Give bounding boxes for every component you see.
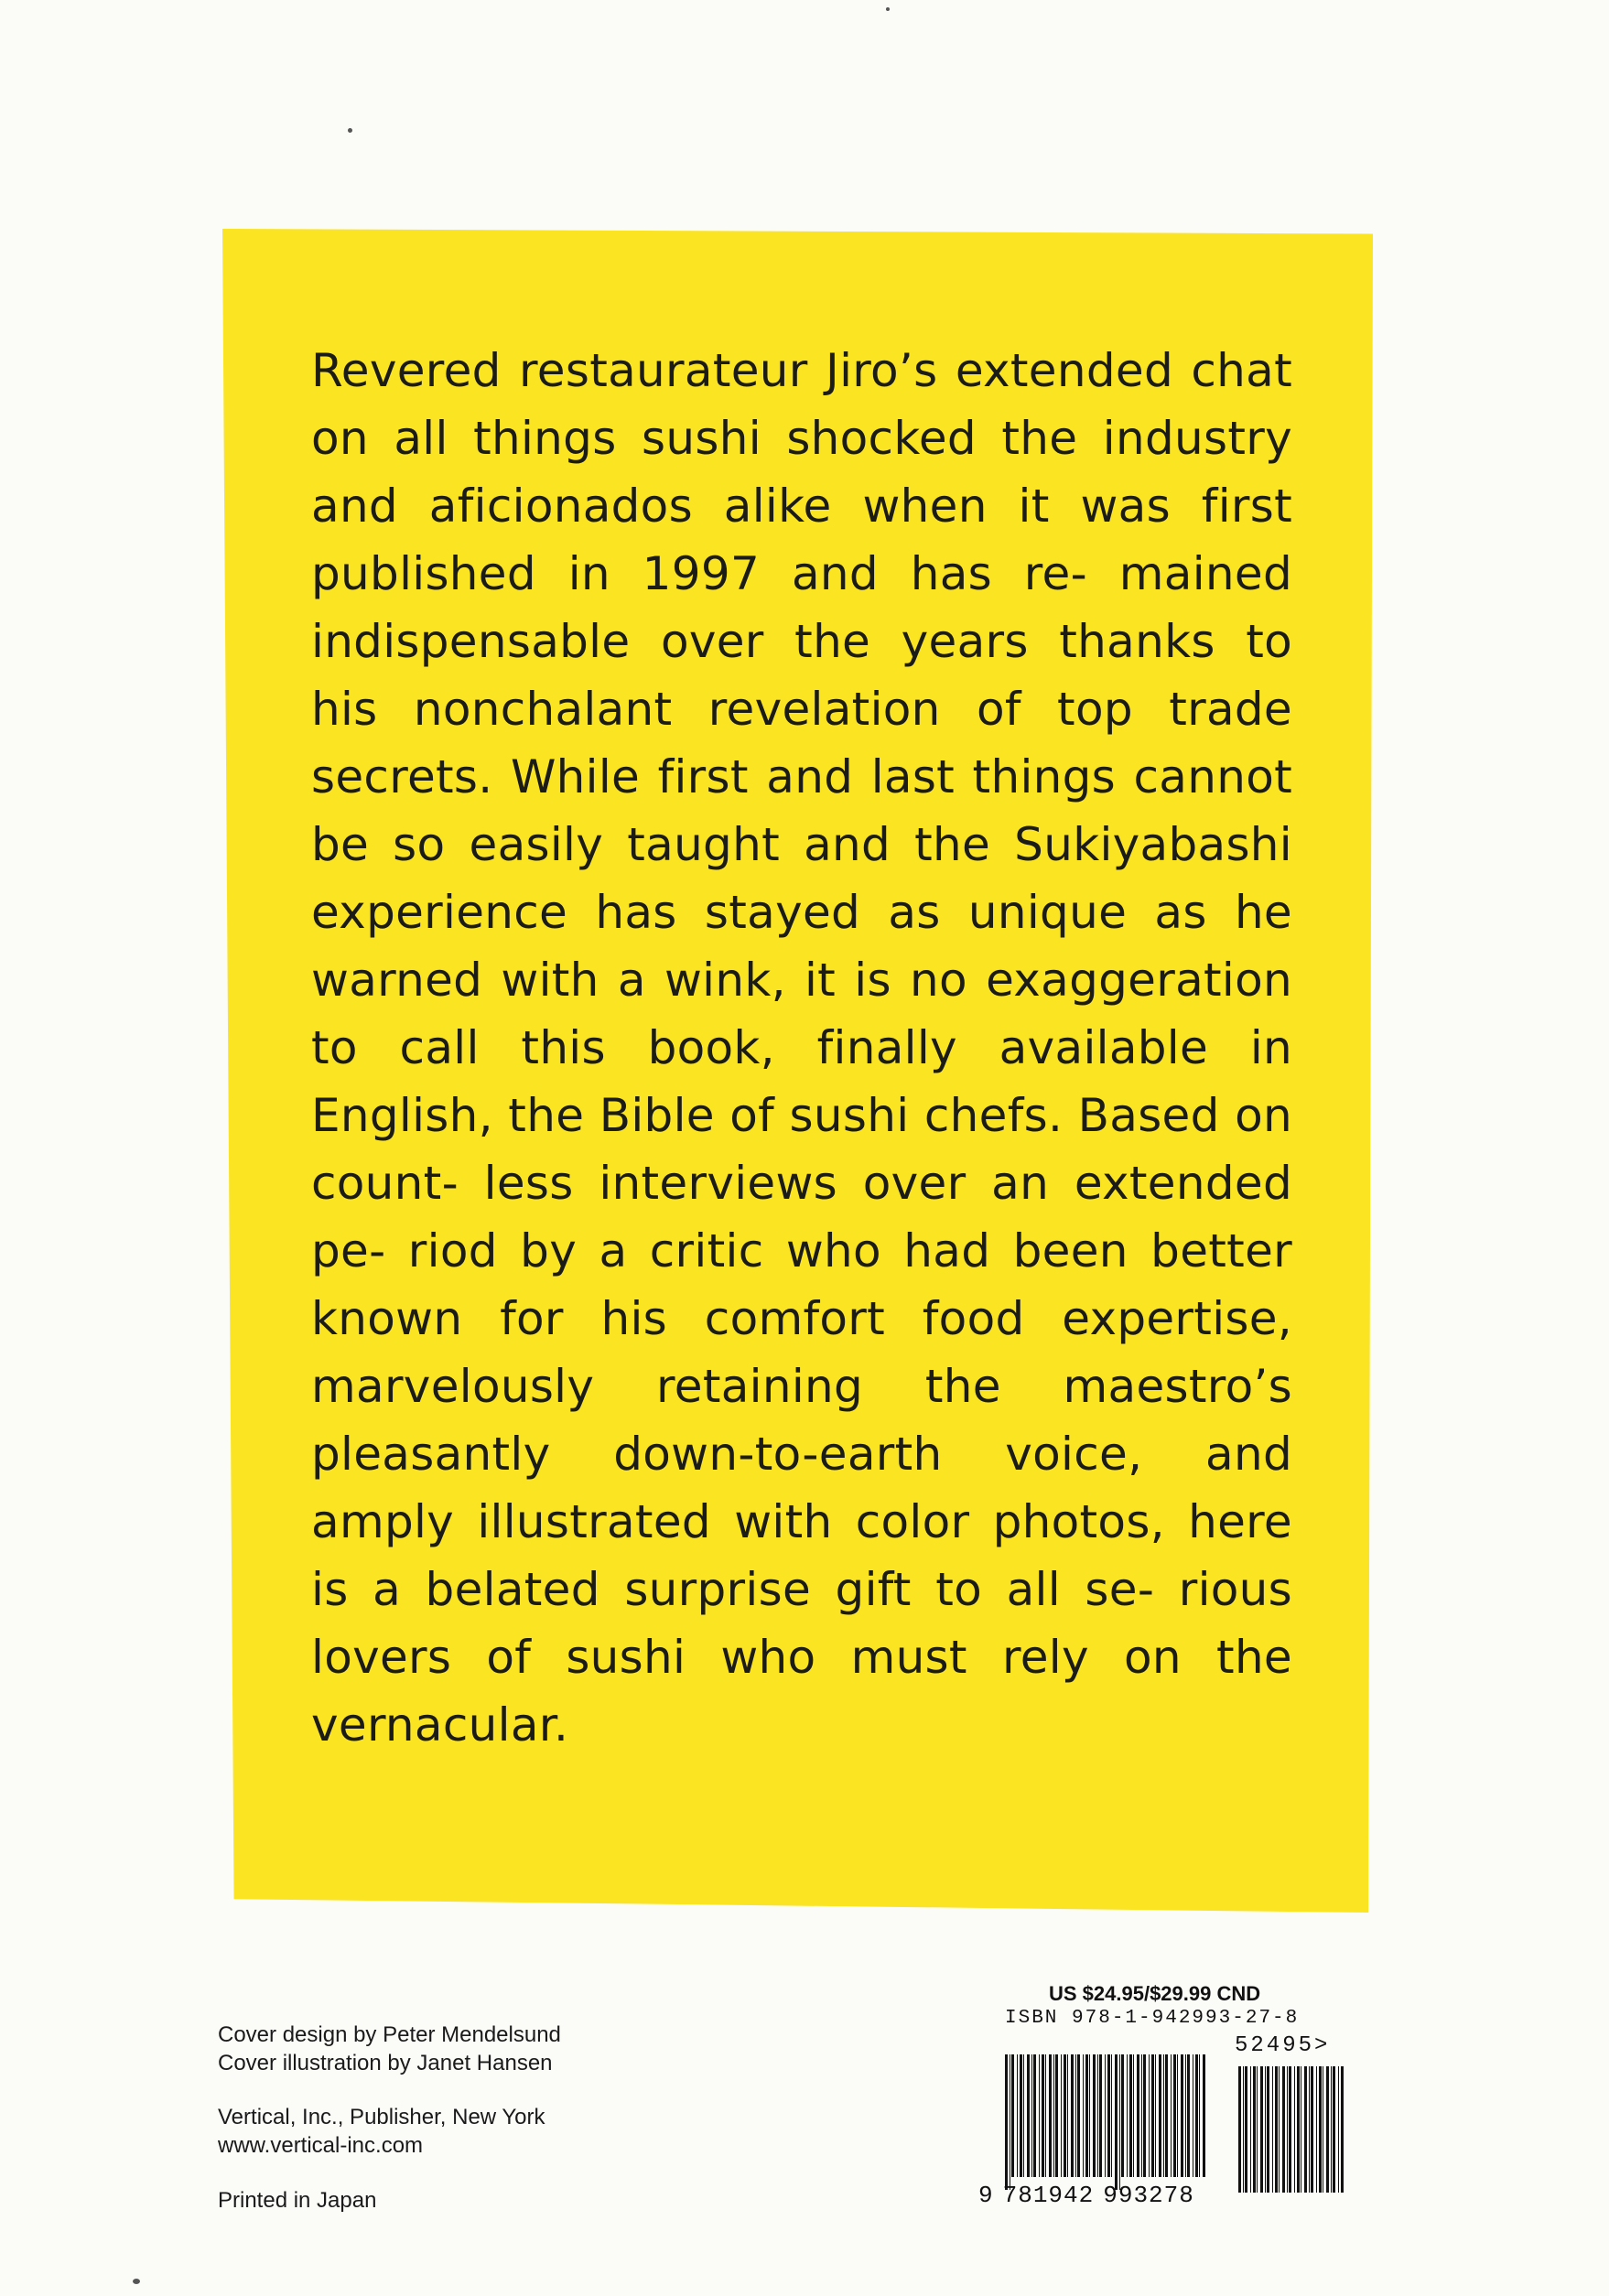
- barcode-bar: [1151, 2054, 1154, 2177]
- barcode-bar: [1071, 2054, 1074, 2177]
- barcode-bar: [1155, 2054, 1156, 2177]
- barcode-bar: [1341, 2066, 1344, 2193]
- barcode-bar: [1097, 2054, 1098, 2177]
- ean-left-digits: 781942: [1002, 2182, 1095, 2209]
- barcode-bar: [1326, 2066, 1329, 2193]
- barcode-bar: [1027, 2054, 1030, 2177]
- barcode-bar: [1181, 2054, 1183, 2177]
- barcode-bar: [1119, 2054, 1120, 2190]
- barcode-bar: [1338, 2066, 1339, 2193]
- barcode-bar: [1159, 2054, 1161, 2177]
- barcode-bar: [1199, 2054, 1200, 2177]
- barcode-bar: [1045, 2054, 1046, 2177]
- print-speck: [886, 7, 890, 11]
- barcode-bar: [1143, 2054, 1146, 2177]
- barcode-bar: [1195, 2054, 1198, 2177]
- barcode-bar: [1115, 2054, 1118, 2190]
- barcode-bar: [1011, 2054, 1014, 2177]
- barcode-bar: [1173, 2054, 1176, 2177]
- barcode-bar: [1105, 2054, 1106, 2177]
- isbn-barcode: [1005, 2054, 1206, 2190]
- barcode-bar: [1171, 2054, 1172, 2177]
- barcode-bar: [1149, 2054, 1150, 2177]
- barcode-bar: [1067, 2054, 1068, 2177]
- barcode-bar: [1243, 2066, 1244, 2193]
- barcode-bar: [1177, 2054, 1178, 2177]
- cover-illustration-credit: Cover illustration by Janet Hansen: [218, 2051, 553, 2075]
- barcode-bar: [1304, 2066, 1307, 2193]
- barcode-bar: [1129, 2054, 1132, 2177]
- barcode-bar: [1107, 2054, 1110, 2177]
- barcode-bar: [1289, 2066, 1291, 2193]
- barcode-bar: [1133, 2054, 1134, 2177]
- ean-right-digits: 993278: [1103, 2182, 1194, 2209]
- barcode-bar: [1165, 2054, 1168, 2177]
- barcode-bar: [1272, 2066, 1273, 2193]
- barcode-digits: [978, 2182, 1194, 2209]
- barcode-bar: [1089, 2054, 1090, 2177]
- printed-in-line: Printed in Japan: [218, 2188, 377, 2213]
- barcode-bar: [1017, 2054, 1018, 2177]
- barcode-bar: [1005, 2054, 1008, 2190]
- barcode-bar: [1064, 2054, 1066, 2177]
- barcode-bar: [1111, 2054, 1112, 2177]
- barcode-bar: [1023, 2054, 1024, 2177]
- price-supplement-code: 52495>: [1235, 2033, 1331, 2058]
- cover-design-credit: Cover design by Peter Mendelsund: [218, 2022, 561, 2047]
- barcode-bar: [1077, 2054, 1080, 2177]
- barcode-bar: [1253, 2066, 1256, 2193]
- back-cover-blurb: Revered restaurateur Jiro’s extended chat on all things sushi shocked the industry and aficionados alike when it was first published in 1997 and has re- mained indispensable over the years thanks to his nonchalant revelation of top trade secrets. While first and last things cannot be so easily taught and the Sukiyabashi experience has stayed as unique as he warned with a wink, it is no exaggeration to call this book, finally available in English, the Bible of sushi chefs. Based on count- less interviews over an extended pe- riod by a critic who had been better known for his comfort food expertise, marvelously retaining the maestro’s pleasantly down-to-earth voice, and amply illustrated with color photos, here is a belated surprise gift to all se- rious lovers of sushi who must rely on the vernacular.: [311, 344, 1292, 1752]
- barcode-bar: [1137, 2054, 1139, 2177]
- barcode-bar: [1331, 2066, 1332, 2193]
- barcode-bar: [1049, 2054, 1052, 2177]
- barcode-bar: [1053, 2054, 1054, 2177]
- print-speck: [133, 2279, 140, 2284]
- print-origin: [218, 2186, 376, 2215]
- barcode-bar: [1245, 2066, 1247, 2193]
- publisher-website: www.vertical-inc.com: [218, 2133, 424, 2158]
- barcode-bar: [1127, 2054, 1128, 2177]
- print-speck: [348, 128, 352, 133]
- publisher-info: [218, 2103, 545, 2160]
- barcode-bar: [1163, 2054, 1164, 2177]
- barcode-bar: [1316, 2066, 1317, 2193]
- barcode-bar: [1099, 2054, 1102, 2177]
- barcode-bar: [1141, 2054, 1142, 2177]
- barcode-bar: [1297, 2066, 1300, 2193]
- barcode-bar: [1020, 2054, 1022, 2177]
- barcode-bar: [1061, 2054, 1062, 2177]
- barcode-bar: [1275, 2066, 1278, 2193]
- design-credits: [218, 2021, 561, 2077]
- barcode-bar: [1075, 2054, 1076, 2177]
- barcode-bar: [1267, 2066, 1269, 2193]
- price-label: US $24.95/$29.99 CND: [1049, 1982, 1261, 2005]
- barcode-bar: [1033, 2054, 1036, 2177]
- ean-lead-digit: 9: [978, 2182, 994, 2209]
- barcode-bar: [1083, 2054, 1084, 2177]
- barcode-bar: [1333, 2066, 1335, 2193]
- barcode-bar: [1294, 2066, 1295, 2193]
- barcode-bar: [1257, 2066, 1258, 2193]
- barcode-bar: [1282, 2066, 1285, 2193]
- barcode-bar: [1185, 2054, 1186, 2177]
- barcode-bar: [1309, 2066, 1310, 2193]
- barcode-bar: [1203, 2054, 1205, 2177]
- barcode-bar: [1031, 2054, 1032, 2177]
- barcode-bar: [1093, 2054, 1096, 2177]
- barcode-bar: [1042, 2054, 1044, 2177]
- barcode-bar: [1279, 2066, 1280, 2193]
- publisher-line: Vertical, Inc., Publisher, New York: [218, 2105, 545, 2129]
- barcode-bar: [1265, 2066, 1266, 2193]
- barcode-bar: [1085, 2054, 1088, 2177]
- barcode-bar: [1311, 2066, 1313, 2193]
- barcode-bar: [1039, 2054, 1040, 2177]
- barcode-bar: [1250, 2066, 1251, 2193]
- price-barcode: [1238, 2066, 1344, 2205]
- isbn-number: ISBN 978-1-942993-27-8: [1005, 2008, 1300, 2029]
- barcode-bar: [1187, 2054, 1190, 2177]
- barcode-bar: [1287, 2066, 1288, 2193]
- barcode-bar: [1319, 2066, 1322, 2193]
- barcode-bar: [1121, 2054, 1124, 2177]
- barcode-bar: [1260, 2066, 1263, 2193]
- barcode-bar: [1055, 2054, 1058, 2177]
- barcode-bar: [1238, 2066, 1241, 2193]
